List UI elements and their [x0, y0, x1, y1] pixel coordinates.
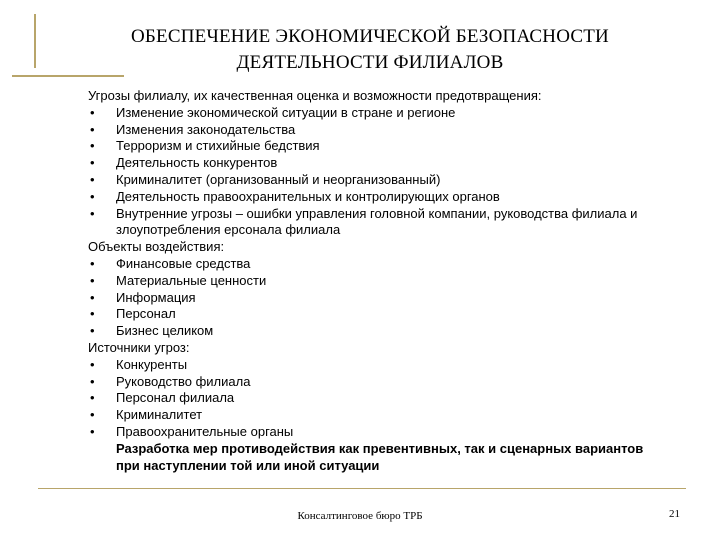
- list-item-text: Финансовые средства: [116, 255, 251, 271]
- list-item: [88, 206, 648, 240]
- list-item: [88, 323, 648, 340]
- sources-list: [88, 357, 648, 441]
- bullet-icon: •: [90, 390, 95, 406]
- list-item-text: Изменения законодательства: [116, 121, 296, 137]
- bullet-icon: •: [90, 188, 95, 204]
- slide-title: [40, 24, 700, 76]
- footer-company: Консалтинговое бюро ТРБ: [297, 510, 423, 522]
- threats-list: [88, 105, 648, 239]
- decorative-vertical-line: [34, 14, 36, 68]
- list-item: [88, 256, 648, 273]
- bullet-icon: •: [90, 323, 95, 339]
- list-item-text: Конкуренты: [116, 356, 188, 372]
- slide-title-line-2: ДЕЯТЕЛЬНОСТИ ФИЛИАЛОВ: [236, 52, 504, 73]
- slide-body: [88, 88, 648, 474]
- list-item: [88, 172, 648, 189]
- list-item: [88, 138, 648, 155]
- list-item: [88, 290, 648, 307]
- list-item: [88, 374, 648, 391]
- footer-divider: [38, 488, 686, 489]
- objects-list: [88, 256, 648, 340]
- bullet-icon: •: [90, 373, 95, 389]
- list-item: [88, 122, 648, 139]
- list-item: [88, 273, 648, 290]
- list-item-text: Терроризм и стихийные бедствия: [116, 138, 320, 154]
- bullet-icon: •: [90, 423, 95, 439]
- page-number: 21: [669, 508, 680, 520]
- bullet-icon: •: [90, 255, 95, 271]
- bullet-icon: •: [90, 104, 95, 120]
- list-item-text: Криминалитет: [116, 407, 203, 423]
- bullet-icon: •: [90, 138, 95, 154]
- list-item-text: Деятельность конкурентов: [116, 155, 278, 171]
- list-item-text: Бизнес целиком: [116, 323, 214, 339]
- sources-heading: Источники угроз:: [88, 339, 190, 355]
- list-item: [88, 155, 648, 172]
- list-item: [88, 407, 648, 424]
- list-item: [88, 306, 648, 323]
- list-item-text: Персонал: [116, 306, 176, 322]
- list-item: [88, 105, 648, 122]
- list-item-text: Криминалитет (организованный и неорганизованный): [116, 171, 441, 187]
- bullet-icon: •: [90, 155, 95, 171]
- slide-title-line-1: ОБЕСПЕЧЕНИЕ ЭКОНОМИЧЕСКОЙ БЕЗОПАСНОСТИ: [131, 26, 609, 47]
- bullet-icon: •: [90, 407, 95, 423]
- objects-heading: Объекты воздействия:: [88, 239, 225, 255]
- list-item-text: Руководство филиала: [116, 373, 251, 389]
- list-item: [88, 357, 648, 374]
- list-item: [88, 424, 648, 441]
- list-item: [88, 390, 648, 407]
- bullet-icon: •: [90, 272, 95, 288]
- list-item-text: Деятельность правоохранительных и контролирующих органов: [116, 188, 500, 204]
- conclusion-text: Разработка мер противодействия как превентивных, так и сценарных вариантов при наступлении той или иной ситуации: [116, 440, 644, 473]
- bullet-icon: •: [90, 289, 95, 305]
- bullet-icon: •: [90, 356, 95, 372]
- bullet-icon: •: [90, 205, 95, 221]
- bullet-icon: •: [90, 171, 95, 187]
- list-item-text: Внутренние угрозы – ошибки управления головной компании, руководства филиала и злоупотребления ерсонала филиала: [116, 205, 638, 238]
- list-item-text: Информация: [116, 289, 196, 305]
- list-item: [88, 189, 648, 206]
- list-item-text: Материальные ценности: [116, 272, 267, 288]
- bullet-icon: •: [90, 121, 95, 137]
- threats-heading: Угрозы филиалу, их качественная оценка и возможности предотвращения:: [88, 88, 542, 103]
- list-item-text: Правоохранительные органы: [116, 423, 294, 439]
- list-item-text: Изменение экономической ситуации в стране и регионе: [116, 104, 456, 120]
- bullet-icon: •: [90, 306, 95, 322]
- list-item-text: Персонал филиала: [116, 390, 235, 406]
